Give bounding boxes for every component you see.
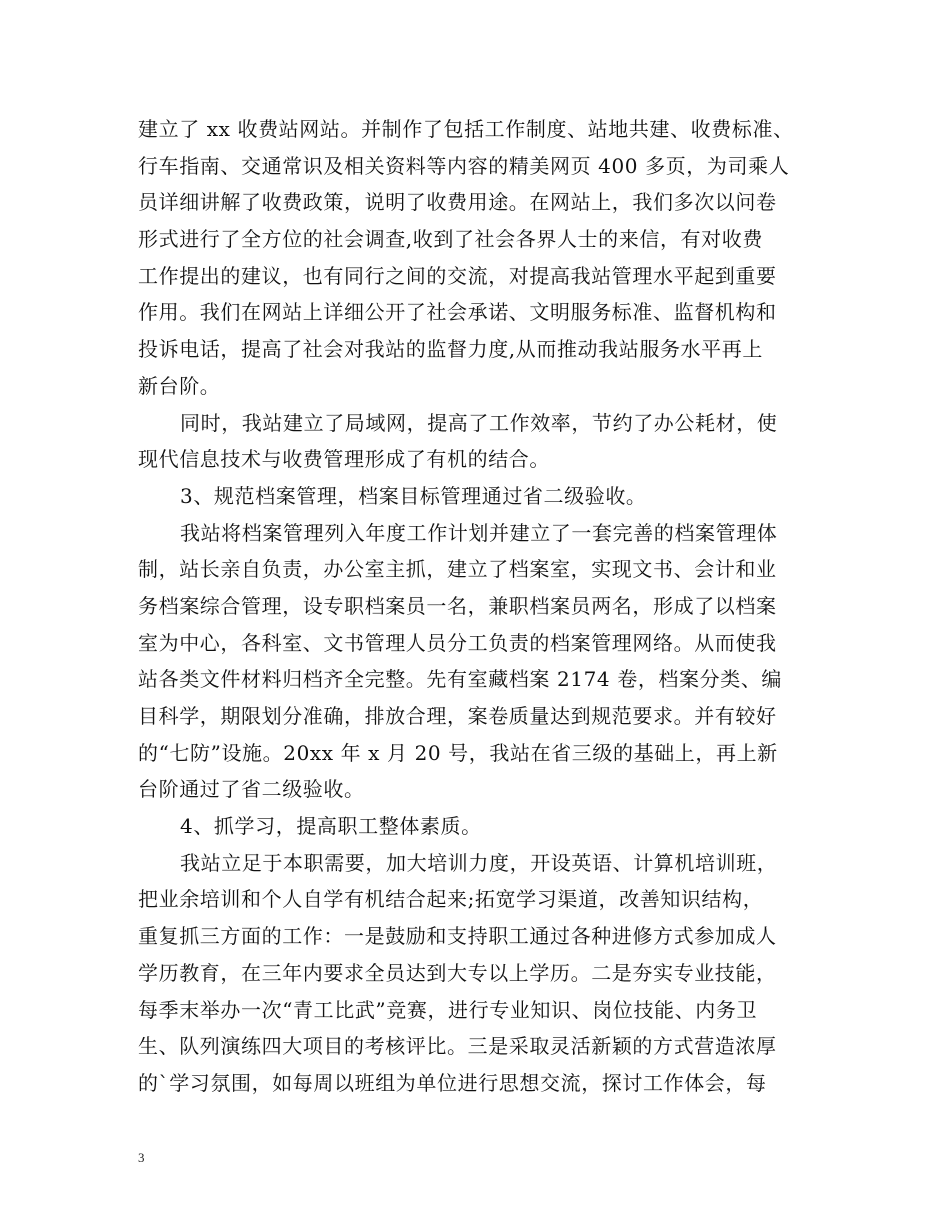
text-line: 员详细讲解了收费政策，说明了收费用途。在网站上，我们多次以问卷 (138, 190, 777, 215)
text-line: 行车指南、交通常识及相关资料等内容的精美网页 400 多页，为司乘人 (138, 153, 790, 178)
text-line: 形式进行了全方位的社会调查,收到了社会各界人士的来信，有对收费 (138, 227, 763, 252)
text-line: 我站将档案管理列入年度工作计划并建立了一套完善的档案管理体 (180, 520, 778, 545)
page-number: 3 (138, 1150, 145, 1165)
text-line: 学历教育，在三年内要求全员达到大专以上学历。二是夯实专业技能， (138, 960, 777, 985)
text-line: 我站立足于本职需要，加大培训力度，开设英语、计算机培训班， (180, 850, 778, 875)
text-line: 台阶通过了省二级验收。 (138, 777, 365, 802)
text-line: 现代信息技术与收费管理形成了有机的结合。 (138, 447, 550, 472)
text-line: 把业余培训和个人自学有机结合起来;拓宽学习渠道，改善知识结构， (138, 887, 764, 912)
text-line: 建立了 xx 收费站网站。并制作了包括工作制度、站地共建、收费标准、 (138, 117, 794, 141)
text-line: 工作提出的建议，也有同行之间的交流，对提高我站管理水平起到重要 (138, 263, 777, 288)
text-line: 站各类文件材料归档齐全完整。先有室藏档案 2174 卷，档案分类、编 (138, 667, 783, 692)
text-line: 4、抓学习，提高职工整体素质。 (180, 814, 482, 839)
document-body (138, 111, 828, 1102)
text-line: 重复抓三方面的工作：一是鼓励和支持职工通过各种进修方式参加成人 (138, 924, 777, 949)
text-line: 同时，我站建立了局域网，提高了工作效率，节约了办公耗材，使 (180, 410, 778, 435)
text-line: 务档案综合管理，设专职档案员一名，兼职档案员两名，形成了以档案 (138, 593, 777, 618)
text-line: 3、规范档案管理，档案目标管理通过省二级验收。 (180, 483, 647, 508)
text-line: 新台阶。 (138, 373, 221, 398)
text-line: 投诉电话，提高了社会对我站的监督力度,从而推动我站服务水平再上 (138, 337, 763, 362)
text-line: 作用。我们在网站上详细公开了社会承诺、文明服务标准、监督机构和 (138, 300, 777, 325)
text-line: 目科学，期限划分准确，排放合理，案卷质量达到规范要求。并有较好 (138, 704, 777, 728)
text-line: 制，站长亲自负责，办公室主抓，建立了档案室，实现文书、会计和业 (138, 557, 777, 582)
text-line: 的“七防”设施。20xx 年 x 月 20 号，我站在省三级的基础上，再上新 (138, 740, 778, 765)
text-line: 的`学习氛围，如每周以班组为单位进行思想交流，探讨工作体会，每 (138, 1070, 767, 1095)
text-line: 生、队列演练四大项目的考核评比。三是采取灵活新颖的方式营造浓厚 (138, 1034, 777, 1059)
text-line: 每季末举办一次“青工比武”竞赛，进行专业知识、岗位技能、内务卫 (138, 997, 758, 1022)
text-line: 室为中心，各科室、文书管理人员分工负责的档案管理网络。从而使我 (138, 630, 777, 655)
